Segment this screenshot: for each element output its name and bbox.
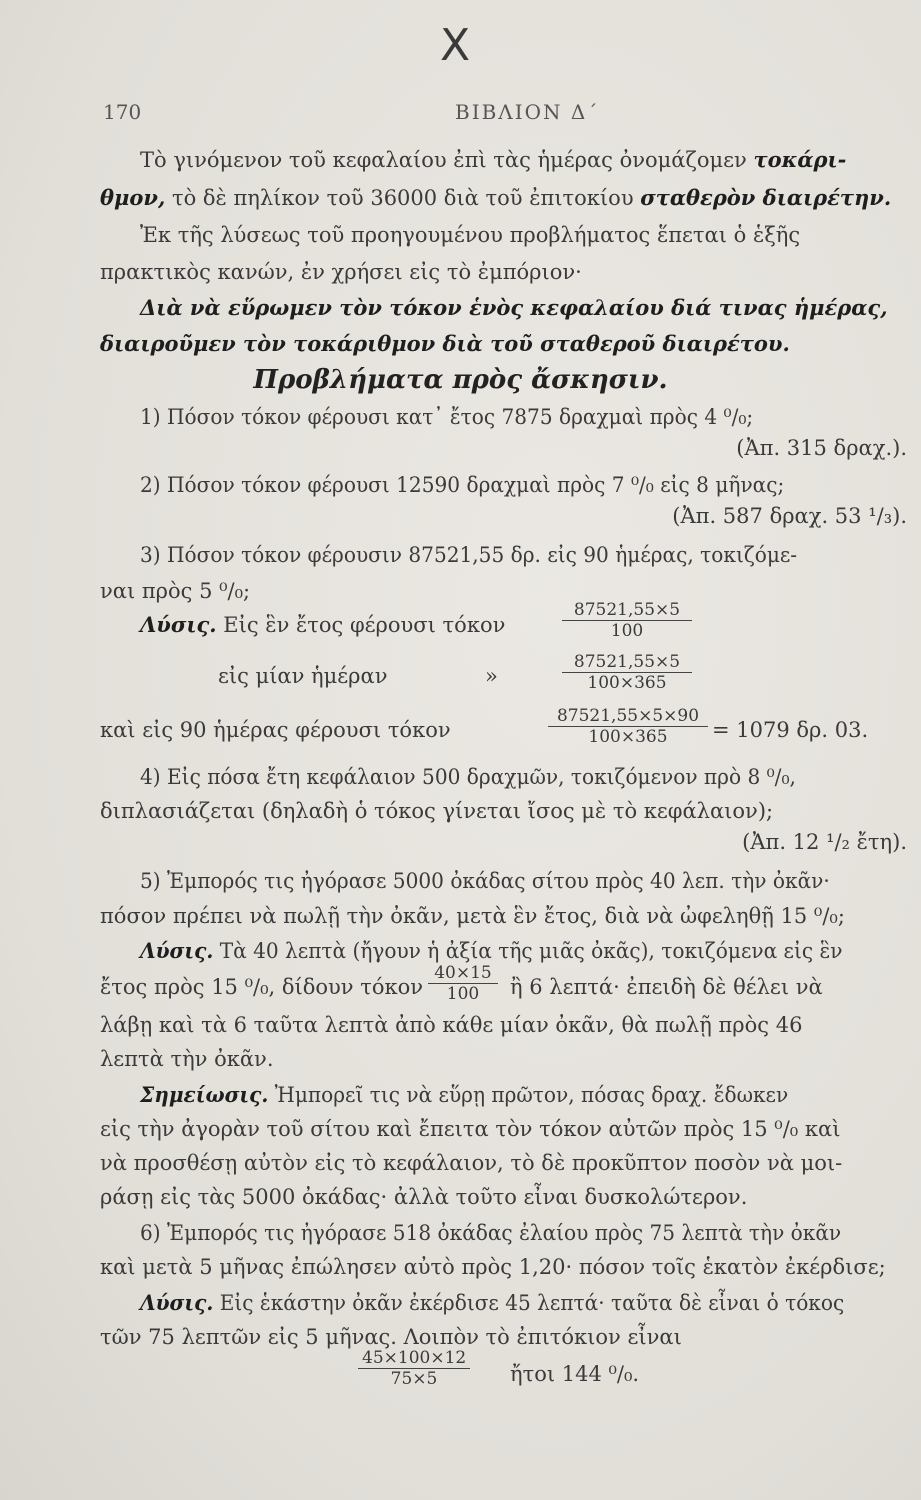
fraction-numerator: 87521,55×5 bbox=[562, 600, 692, 621]
fraction-denominator: 100×365 bbox=[587, 673, 667, 693]
problem-2-answer: (Ἀπ. 587 δραχ. 53 ¹/₃). bbox=[672, 504, 907, 528]
fraction-interest-15 bbox=[428, 963, 498, 1004]
term-tokarithmos: τοκάρι- bbox=[753, 147, 847, 172]
problem-4-answer: (Ἀπ. 12 ¹/₂ ἔτη). bbox=[742, 830, 907, 854]
rule-line-1: Διὰ νὰ εὕρωμεν τὸν τόκον ἑνὸς κεφαλαίου διά τινας ἡμέρας, bbox=[140, 295, 888, 320]
solution-5-line-1 bbox=[140, 936, 915, 966]
solution-3-row-3: καὶ εἰς 90 ἡμέρας φέρουσι τόκον bbox=[100, 718, 451, 742]
intro-text: Τὸ γινόμενον τοῦ κεφαλαίου ἐπὶ τὰς ἡμέρας ὀνομάζομεν bbox=[140, 148, 747, 172]
note-5-line-2: εἰς τὴν ἀγορὰν τοῦ σίτου καὶ ἔπειτα τὸν τόκον αὐτῶν πρὸς 15 ⁰/₀ καὶ bbox=[100, 1117, 841, 1141]
solution-text: Εἰς ἑκάστην ὀκᾶν ἐκέρδισε 45 λεπτά· ταῦτα δὲ εἶναι ὁ τόκος bbox=[219, 1291, 845, 1315]
fraction-daily-interest bbox=[562, 652, 692, 693]
fraction-numerator: 87521,55×5×90 bbox=[548, 706, 708, 727]
problem-5-line-1: 5) Ἐμπορός τις ἠγόρασε 5000 ὀκάδας σίτου πρὸς 40 λεπ. τὴν ὀκᾶν· bbox=[140, 869, 830, 893]
problem-3-line-2: ναι πρὸς 5 ⁰/₀; bbox=[100, 579, 251, 603]
solution-label: Λύσις. bbox=[140, 938, 214, 963]
solution-3-result: = 1079 δρ. 03. bbox=[712, 718, 869, 742]
intro-line-1 bbox=[140, 145, 910, 175]
solution-5-line-2b: ἢ 6 λεπτά· ἐπειδὴ δὲ θέλει νὰ bbox=[510, 975, 823, 999]
section-title: Προβλήματα πρὸς ἄσκησιν. bbox=[253, 365, 668, 395]
note-5-line-3: νὰ προσθέσῃ αὐτὸν εἰς τὸ κεφάλαιον, τὸ δὲ προκῦπτον ποσὸν νὰ μοι- bbox=[100, 1151, 843, 1175]
fraction-yearly-interest bbox=[562, 600, 692, 641]
fraction-denominator: 75×5 bbox=[390, 1369, 438, 1389]
fraction-rate bbox=[358, 1348, 470, 1389]
intro-line-4: πρακτικὸς κανών, ἐν χρήσει εἰς τὸ ἐμπόριον· bbox=[100, 260, 582, 284]
solution-6-result: ἤτοι 144 ⁰/₀. bbox=[510, 1362, 640, 1386]
fraction-numerator: 87521,55×5 bbox=[562, 652, 692, 673]
solution-5-line-3: λάβῃ καὶ τὰ 6 ταῦτα λεπτὰ ἀπὸ κάθε μίαν ὀκᾶν, θὰ πωλῇ πρὸς 46 bbox=[100, 1013, 803, 1037]
problem-2: 2) Πόσον τόκον φέρουσι 12590 δραχμαὶ πρὸς 7 ⁰/₀ εἰς 8 μῆνας; bbox=[140, 473, 785, 497]
solution-label: Λύσις. bbox=[140, 1290, 214, 1315]
fraction-90-days-interest bbox=[548, 706, 708, 747]
running-head: ΒΙΒΛΙΟΝ Δ΄ bbox=[455, 100, 600, 124]
problem-6-line-2: καὶ μετὰ 5 μῆνας ἐπώλησεν αὐτὸ πρὸς 1,20· πόσον τοῖς ἑκατὸν ἐκέρδισε; bbox=[100, 1255, 886, 1279]
solution-3-row-1 bbox=[140, 612, 505, 637]
problem-4-line-2: διπλασιάζεται (δηλαδὴ ὁ τόκος γίνεται ἴσος μὲ τὸ κεφάλαιον); bbox=[100, 799, 774, 823]
note-5-line-1 bbox=[140, 1080, 915, 1110]
solution-text: Εἰς ἓν ἔτος φέρουσι τόκον bbox=[223, 613, 506, 637]
ditto-mark: » bbox=[485, 664, 498, 688]
note-text: Ἠμπορεῖ τις νὰ εὕρῃ πρῶτον, πόσας δραχ. ἔδωκεν bbox=[274, 1083, 789, 1107]
solution-6-line-1 bbox=[140, 1288, 915, 1318]
term-tokarithmos-end: θμον, bbox=[100, 185, 166, 210]
intro-line-2 bbox=[100, 183, 910, 213]
solution-6-line-2: τῶν 75 λεπτῶν εἰς 5 μῆνας. Λοιπὸν τὸ ἐπιτόκιον εἶναι bbox=[100, 1325, 682, 1349]
problem-5-line-2: πόσον πρέπει νὰ πωλῇ τὴν ὀκᾶν, μετὰ ἓν ἔτος, διὰ νὰ ὠφεληθῇ 15 ⁰/₀; bbox=[100, 904, 845, 928]
solution-label: Λύσις. bbox=[140, 612, 217, 637]
problem-6-line-1: 6) Ἐμπορός τις ἠγόρασε 518 ὀκάδας ἐλαίου πρὸς 75 λεπτὰ τὴν ὀκᾶν bbox=[140, 1221, 842, 1245]
note-label: Σημείωσις. bbox=[140, 1082, 269, 1107]
problem-4-line-1: 4) Εἰς πόσα ἔτη κεφάλαιον 500 δραχμῶν, τοκιζόμενον πρὸ 8 ⁰/₀, bbox=[140, 765, 796, 789]
solution-5-line-2a: ἔτος πρὸς 15 ⁰/₀, δίδουν τόκον bbox=[100, 975, 424, 999]
solution-text: Τὰ 40 λεπτὰ (ἤγουν ἡ ἀξία τῆς μιᾶς ὀκᾶς), τοκιζόμενα εἰς ἓν bbox=[219, 939, 843, 963]
fraction-denominator: 100 bbox=[610, 621, 644, 641]
fraction-numerator: 45×100×12 bbox=[358, 1348, 470, 1369]
intro-text: τὸ δὲ πηλίκον τοῦ 36000 διὰ τοῦ ἐπιτοκίου bbox=[171, 186, 634, 210]
fraction-numerator: 40×15 bbox=[428, 963, 498, 984]
handwritten-mark: X bbox=[440, 20, 471, 71]
fraction-denominator: 100×365 bbox=[588, 727, 668, 747]
fraction-denominator: 100 bbox=[446, 984, 480, 1004]
problem-1: 1) Πόσον τόκον φέρουσι κατ᾽ ἔτος 7875 δραχμαὶ πρὸς 4 ⁰/₀; bbox=[140, 405, 754, 429]
rule-line-2: διαιροῦμεν τὸν τοκάριθμον διὰ τοῦ σταθεροῦ διαιρέτου. bbox=[100, 331, 790, 356]
solution-3-row-2: εἰς μίαν ἡμέραν bbox=[218, 664, 388, 688]
problem-1-answer: (Ἀπ. 315 δραχ.). bbox=[736, 436, 907, 460]
solution-5-line-4: λεπτὰ τὴν ὀκᾶν. bbox=[100, 1047, 274, 1071]
intro-line-3: Ἐκ τῆς λύσεως τοῦ προηγουμένου προβλήματος ἕπεται ὁ ἑξῆς bbox=[140, 223, 801, 247]
term-constant-divisor: σταθερὸν διαιρέτην. bbox=[640, 185, 892, 210]
note-5-line-4: ράσῃ εἰς τὰς 5000 ὀκάδας· ἀλλὰ τοῦτο εἶναι δυσκολώτερον. bbox=[100, 1185, 748, 1209]
problem-3-line-1: 3) Πόσον τόκον φέρουσιν 87521,55 δρ. εἰς 90 ἡμέρας, τοκιζόμε- bbox=[140, 543, 798, 567]
page-number: 170 bbox=[103, 100, 142, 124]
